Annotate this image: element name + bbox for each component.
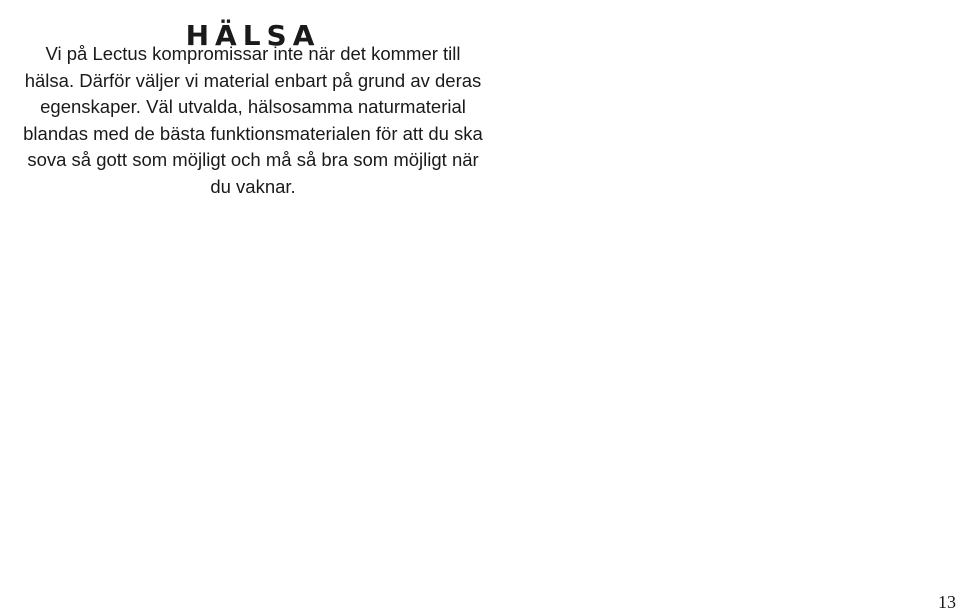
paragraph-line-3: egenskaper. Väl utvalda, hälsosamma naturmaterial: [40, 96, 466, 117]
paragraph-line-5: sova så gott som möjligt och må så bra som möjligt när: [27, 149, 479, 170]
section-heading: HÄLSA: [185, 18, 321, 52]
paragraph-line-2: hälsa. Därför väljer vi material enbart på grund av deras: [24, 69, 482, 91]
paragraph-line-4: blandas med de bästa funktionsmaterialen för att du ska: [23, 122, 483, 144]
paragraph-line-6: du vaknar.: [210, 175, 296, 197]
paragraph-line-1: Vi på Lectus kompromissar inte när det kommer till: [45, 43, 461, 64]
body-paragraph: [0, 41, 506, 200]
page-number: 13: [938, 592, 956, 612]
